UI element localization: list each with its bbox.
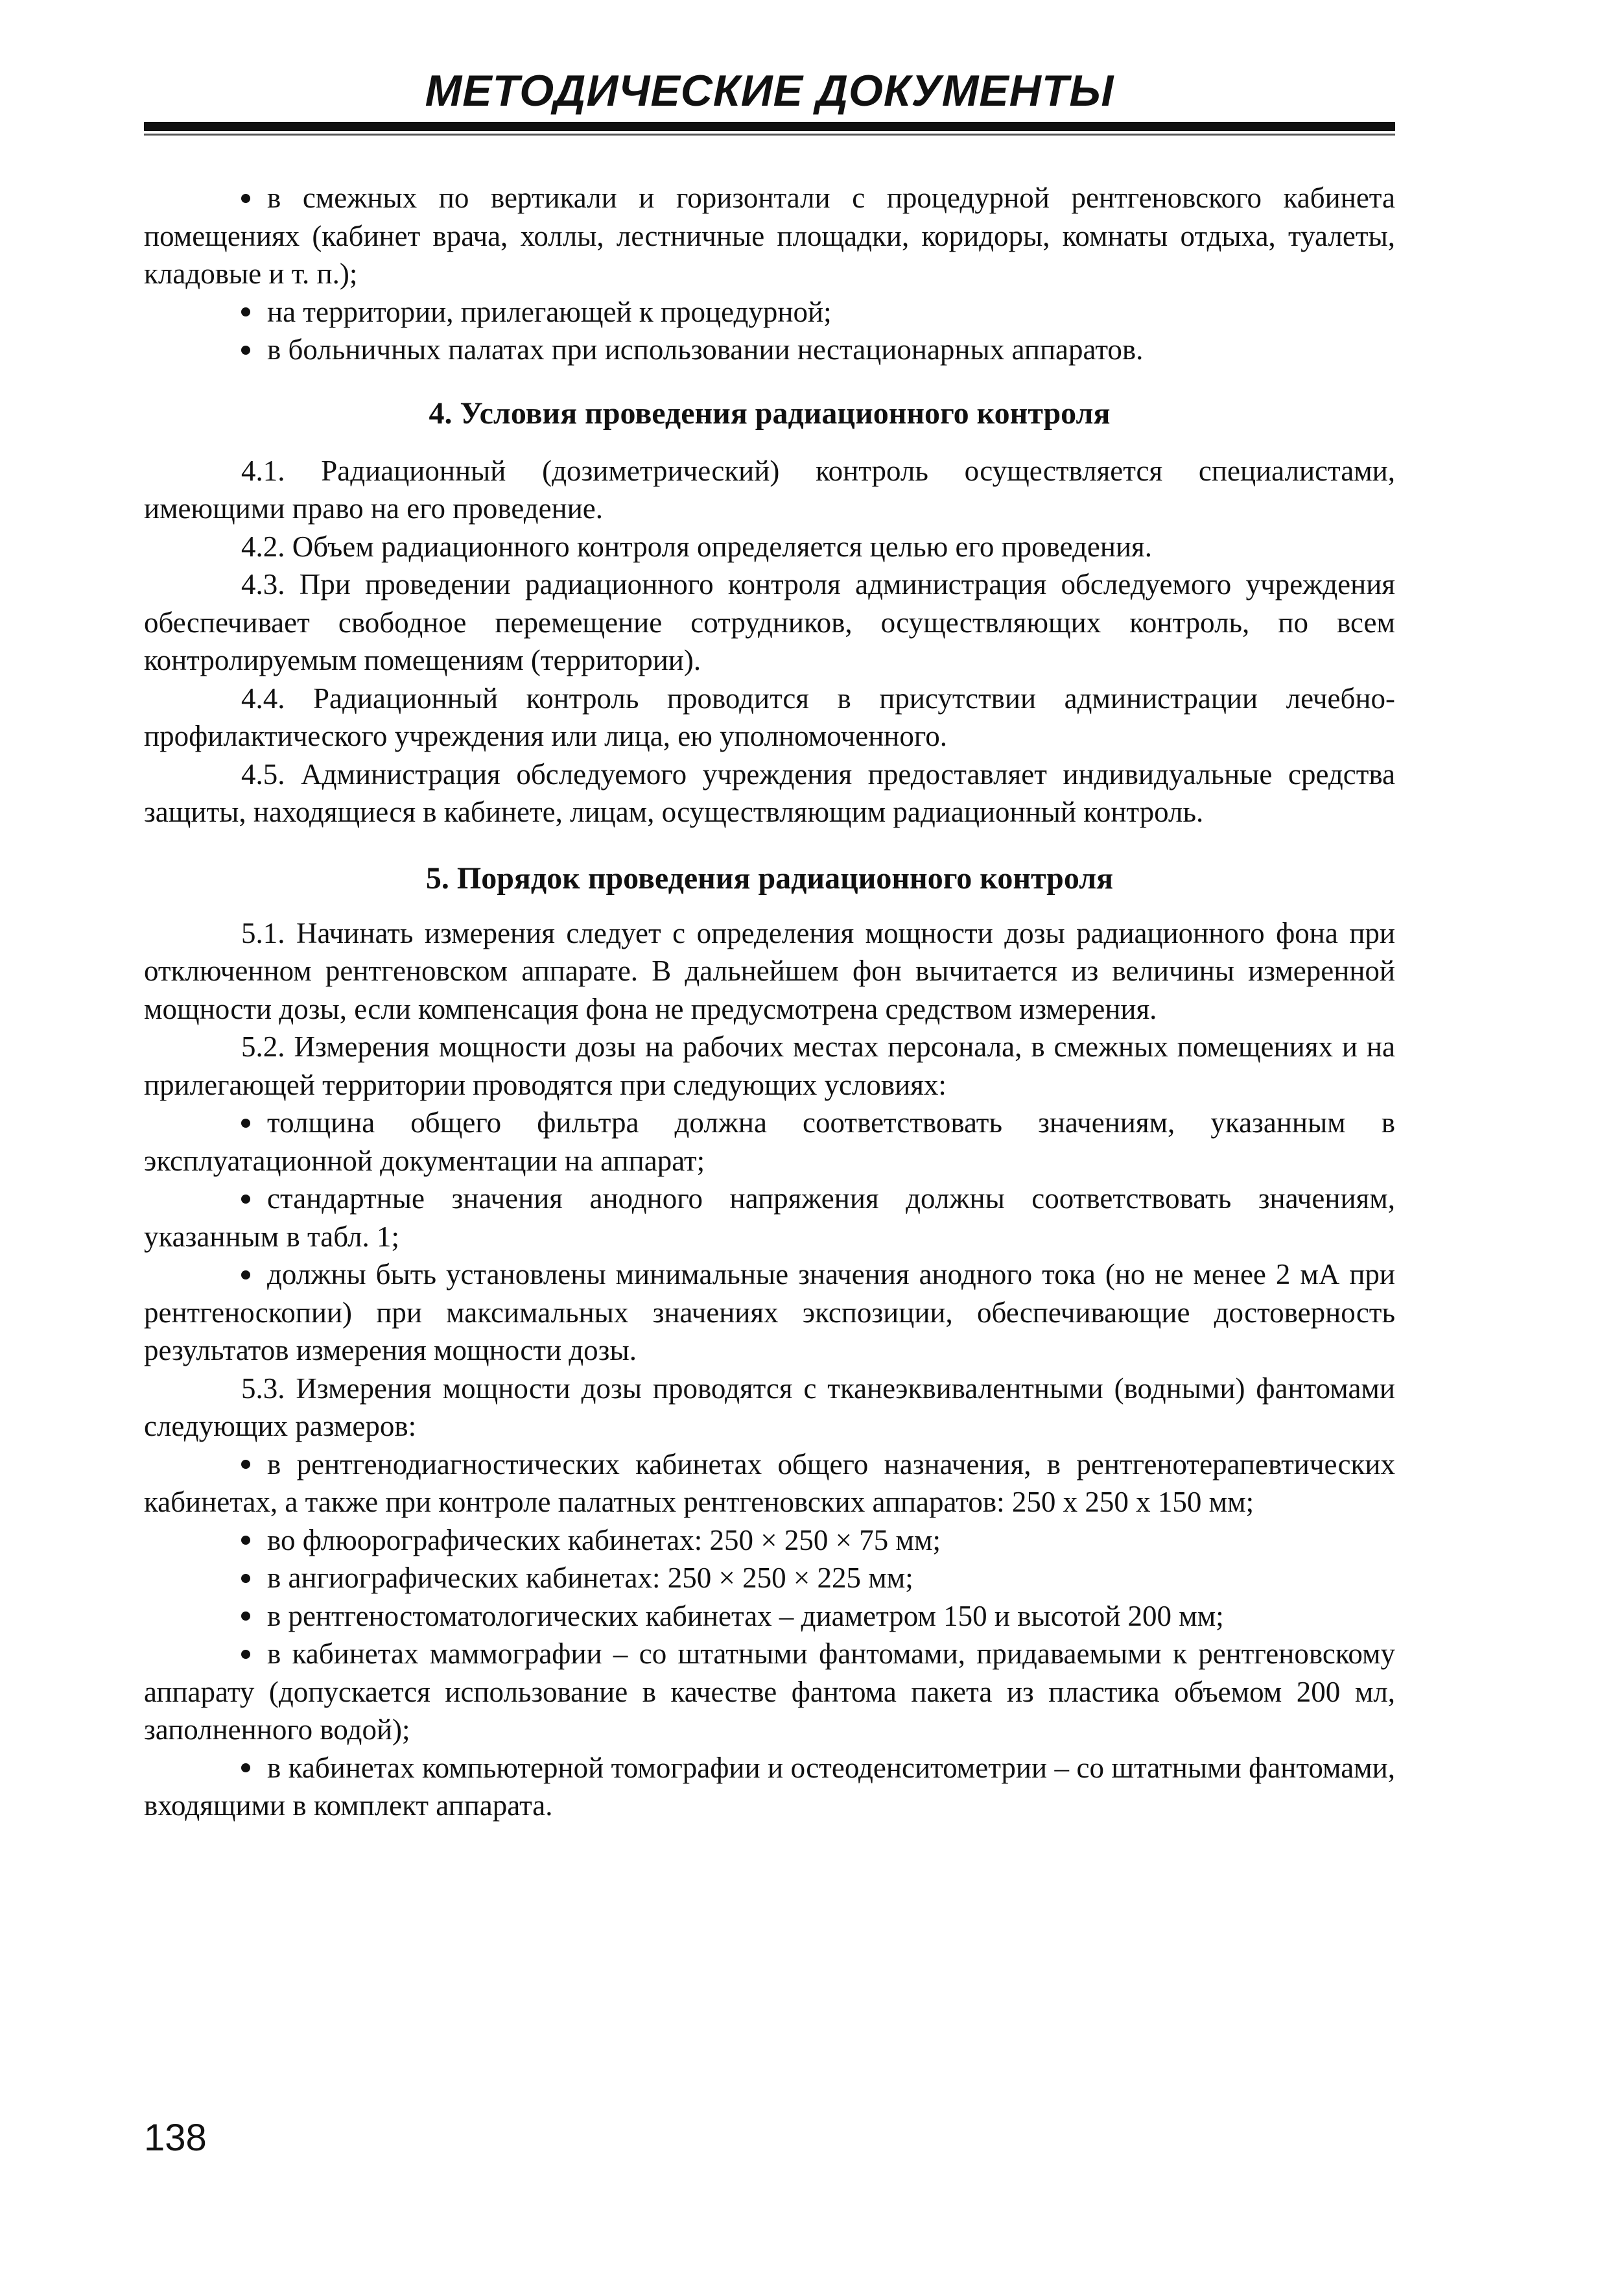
bullet-item xyxy=(144,331,1395,369)
bullet-icon xyxy=(241,1763,250,1772)
section-5-heading: 5. Порядок проведения радиационного контроля xyxy=(425,861,1114,896)
bullet-icon xyxy=(241,1574,250,1583)
paragraph-4-5: 4.5. Администрация обследуемого учреждения предоставляет индивидуальные средства защиты, находящиеся в кабинете, лицам, осуществляющим радиационный контроль. xyxy=(144,757,1395,828)
paragraph-5-3: 5.3. Измерения мощности дозы проводятся с тканеэквивалентными (водными) фантомами следующих размеров: xyxy=(144,1372,1395,1442)
bullet-text: в кабинетах маммографии – со штатными фантомами, придаваемыми к рентгеновскому аппарату (допускается использование в качестве фантома пакета из пластика объемом 200 мл, заполненного водой); xyxy=(144,1637,1395,1746)
bullet-item xyxy=(144,1445,1395,1521)
bullet-item xyxy=(144,293,1395,331)
bullet-text: в рентгеностоматологических кабинетах – диаметром 150 и высотой 200 мм; xyxy=(267,1599,1224,1632)
bullet-icon xyxy=(241,1650,250,1659)
bullet-icon xyxy=(241,1460,250,1469)
bullet-icon xyxy=(241,1195,250,1204)
page-body xyxy=(144,179,1395,1825)
paragraph-4-3: 4.3. При проведении радиационного контроля администрация обследуемого учреждения обеспечивает свободное перемещение сотрудников, осуществляющих контроль, по всем контролируемым помещениям (территории). xyxy=(144,568,1395,676)
bullet-text: во флюорографических кабинетах: 250 × 250 × 75 мм; xyxy=(267,1523,941,1556)
header-rule xyxy=(144,122,1395,131)
bullet-icon xyxy=(241,1119,250,1128)
bullet-icon xyxy=(241,346,250,355)
bullet-icon xyxy=(241,307,250,316)
page-number: 138 xyxy=(144,2117,207,2159)
bullet-text: на территории, прилегающей к процедурной; xyxy=(267,295,832,328)
bullet-item xyxy=(144,1749,1395,1825)
bullet-item xyxy=(144,179,1395,293)
bullet-item xyxy=(144,1255,1395,1370)
bullet-text: в кабинетах компьютерной томографии и остеоденситометрии – со штатными фантомами, входящими в комплект аппарата. xyxy=(144,1751,1395,1822)
running-title: МЕТОДИЧЕСКИЕ ДОКУМЕНТЫ xyxy=(425,66,1114,115)
bullet-item xyxy=(144,1521,1395,1560)
paragraph-5-1: 5.1. Начинать измерения следует с определения мощности дозы радиационного фона при отключенном рентгеновском аппарате. В дальнейшем фон вычитается из величины измеренной мощности дозы, если компенсация фона не предусмотрена средством измерения. xyxy=(144,916,1395,1025)
section-4-heading: 4. Условия проведения радиационного контроля xyxy=(429,396,1111,431)
header-rule-thin xyxy=(144,134,1395,136)
bullet-item xyxy=(144,1180,1395,1255)
bullet-item xyxy=(144,1559,1395,1597)
bullet-text: в смежных по вертикали и горизонтали с процедурной рентгеновского кабинета помещениях (кабинет врача, холлы, лестничные площадки, коридоры, комнаты отдыха, туалеты, кладовые и т. п.); xyxy=(144,182,1395,290)
paragraph-4-4: 4.4. Радиационный контроль проводится в присутствии администрации лечебно-профилактического учреждения или лица, ею уполномоченного. xyxy=(144,682,1395,752)
paragraph-4-2: 4.2. Объем радиационного контроля определяется целью его проведения. xyxy=(241,530,1152,563)
paragraph-5-2: 5.2. Измерения мощности дозы на рабочих местах персонала, в смежных помещениях и на прилегающей территории проводятся при следующих условиях: xyxy=(144,1030,1395,1101)
bullet-text: стандартные значения анодного напряжения должны соответствовать значениям, указанным в табл. 1; xyxy=(144,1182,1395,1253)
bullet-text: в рентгенодиагностических кабинетах общего назначения, в рентгенотерапевтических кабинетах, а также при контроле палатных рентгеновских аппаратов: 250 х 250 х 150 мм; xyxy=(144,1447,1395,1518)
bullet-text: в ангиографических кабинетах: 250 × 250 × 225 мм; xyxy=(267,1562,913,1594)
bullet-item xyxy=(144,1597,1395,1636)
bullet-item xyxy=(144,1104,1395,1180)
bullet-icon xyxy=(241,1612,250,1621)
bullet-text: толщина общего фильтра должна соответствовать значениям, указанным в эксплуатационной документации на аппарат; xyxy=(144,1106,1395,1177)
bullet-item xyxy=(144,1635,1395,1749)
paragraph-4-1: 4.1. Радиационный (дозиметрический) контроль осуществляется специалистами, имеющими право на его проведение. xyxy=(144,454,1395,525)
bullet-icon xyxy=(241,194,250,203)
bullet-icon xyxy=(241,1270,250,1279)
bullet-text: должны быть установлены минимальные значения анодного тока (но не менее 2 мА при рентгеноскопии) при максимальных значениях экспозиции, обеспечивающие достоверность результатов измерения мощности дозы. xyxy=(144,1258,1395,1366)
bullet-text: в больничных палатах при использовании нестационарных аппаратов. xyxy=(267,333,1144,366)
bullet-icon xyxy=(241,1536,250,1545)
